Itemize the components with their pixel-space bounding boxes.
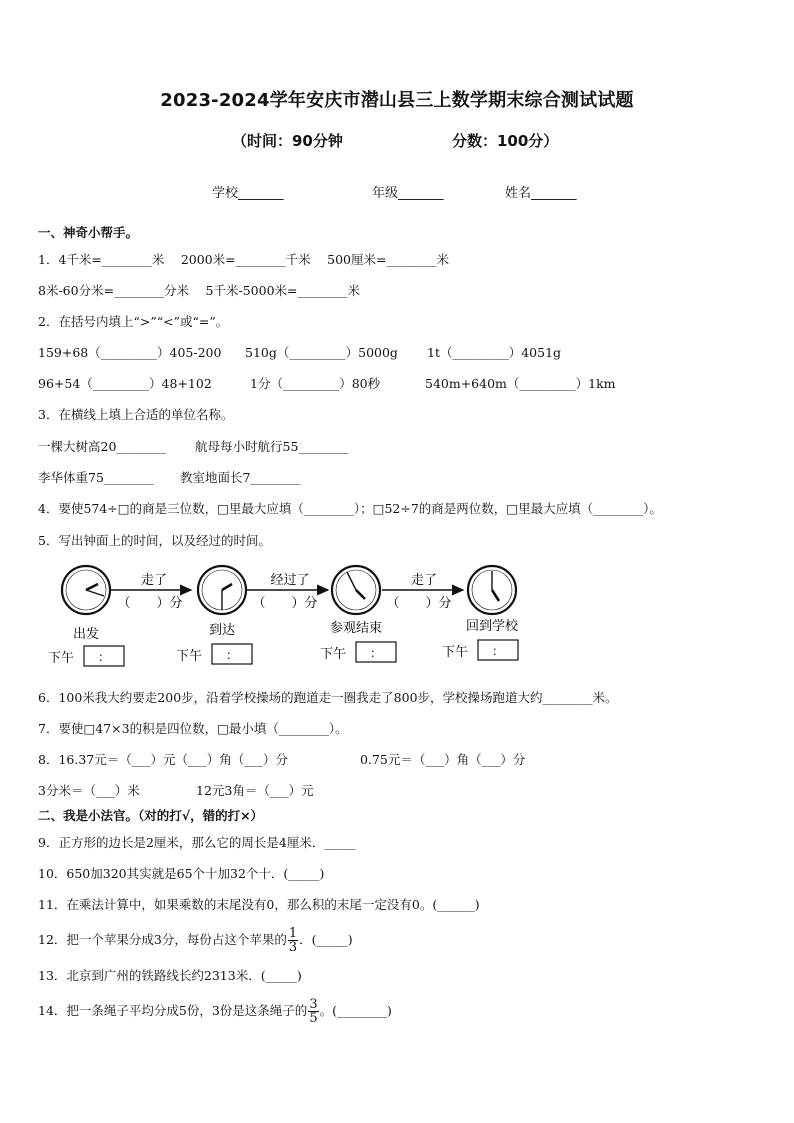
question-10: 10．650加320其实就是65个十加32个十．(_____) xyxy=(38,866,325,881)
question-14 xyxy=(38,997,392,1025)
school-field[interactable]: 学校_______ xyxy=(212,186,284,201)
clock-label: 参观结束 xyxy=(329,621,383,636)
question-12-text: 12．把一个苹果分成3分，每份占这个苹果的 xyxy=(38,932,287,947)
section-2-heading: 二、我是小法官。（对的打√，错的打×） xyxy=(38,808,264,823)
question-2-item: 540m+640m（_________）1km xyxy=(425,376,616,391)
clock-face-1 xyxy=(62,566,110,614)
question-2-item: 159+68（_________）405-200 xyxy=(38,345,222,360)
question-3-item: 一棵大树高20________ xyxy=(38,439,167,454)
clock-face-3 xyxy=(332,566,380,614)
page-title: 2023-2024学年安庆市潜山县三上数学期末综合测试试题 xyxy=(160,90,634,111)
clock-label: 到达 xyxy=(208,623,236,638)
arrow-label: 经过了 xyxy=(270,573,310,588)
fraction-one-third: $\frac{1}{3}$ xyxy=(288,926,298,955)
question-1-line-1: 1．4千米=________米 2000米=________千米 500厘米=________米 xyxy=(38,252,449,267)
time-prefix: 下午 xyxy=(48,651,75,666)
question-2-item: 1分（_________）80秒 xyxy=(250,376,381,391)
question-12 xyxy=(38,926,353,954)
elapsed-blank[interactable]: （ ）分 xyxy=(252,596,318,611)
clock-diagram xyxy=(36,558,576,670)
question-8-item: 0.75元＝（___）角（___）分 xyxy=(360,752,526,767)
grade-field[interactable]: 年级_______ xyxy=(372,186,444,201)
time-colon: ： xyxy=(97,650,111,664)
name-field[interactable]: 姓名_______ xyxy=(505,186,577,201)
time-prefix: 下午 xyxy=(320,647,347,662)
clock-label: 回到学校 xyxy=(465,619,519,634)
question-3-stem: 3．在横线上填上合适的单位名称。 xyxy=(38,407,234,422)
question-8-item: 8．16.37元＝（___）元（___）角（___）分 xyxy=(38,752,288,767)
fraction-three-fifths: $\frac{3}{5}$ xyxy=(309,997,318,1026)
arrow-label: 走了 xyxy=(410,573,438,588)
question-8-item: 3分米＝（___）米 xyxy=(38,783,140,798)
time-prefix: 下午 xyxy=(442,645,469,660)
question-8-item: 12元3角＝（___）元 xyxy=(196,783,314,798)
question-13: 13．北京到广州的铁路线长约2313米．(_____) xyxy=(38,968,302,983)
question-3-item: 教室地面长7________ xyxy=(180,470,301,485)
arrow-label: 走了 xyxy=(140,573,168,588)
question-12-blank: ．(_____) xyxy=(299,932,353,947)
question-2-item: 96+54（_________）48+102 xyxy=(38,376,212,391)
question-11: 11．在乘法计算中，如果乘数的末尾没有0，那么积的末尾一定没有0。(______) xyxy=(38,897,480,912)
elapsed-blank[interactable]: （ ）分 xyxy=(117,596,183,611)
question-2-item: 1t（_________）4051g xyxy=(427,345,562,360)
question-3-item: 航母每小时航行55________ xyxy=(195,439,349,454)
time-prefix: 下午 xyxy=(176,649,203,664)
question-5-stem: 5．写出钟面上的时间，以及经过的时间。 xyxy=(38,533,271,548)
question-6: 6．100米我大约要走200步，沿着学校操场的跑道走一圈我走了800步，学校操场跑道大约________米。 xyxy=(38,690,618,705)
question-2-item: 510g（_________）5000g xyxy=(245,345,398,360)
exam-score: 分数：100分） xyxy=(452,132,559,150)
section-1-heading: 一、神奇小帮手。 xyxy=(38,225,139,240)
exam-time: （时间：90分钟 xyxy=(232,132,343,150)
clock-label: 出发 xyxy=(72,627,100,642)
question-4: 4．要使574÷□的商是三位数，□里最大应填（________）；□52÷7的商是两位数，□里最大应填（________）。 xyxy=(38,501,662,516)
question-9: 9．正方形的边长是2厘米，那么它的周长是4厘米．_____ xyxy=(38,835,356,850)
time-colon: ： xyxy=(369,646,383,660)
question-2-stem: 2．在括号内填上“>”“<”或“=”。 xyxy=(38,314,229,329)
elapsed-blank[interactable]: （ ）分 xyxy=(386,596,452,611)
time-colon: ： xyxy=(225,648,239,662)
time-colon: ： xyxy=(491,644,505,658)
question-14-text: 14．把一条绳子平均分成5份，3份是这条绳子的 xyxy=(38,1003,308,1018)
question-3-item: 李华体重75________ xyxy=(38,470,154,485)
question-14-blank: 。(________) xyxy=(319,1003,392,1018)
clock-face-2 xyxy=(198,566,246,614)
question-7: 7．要使□47×3的积是四位数，□最小填（________）。 xyxy=(38,721,348,736)
question-1-line-2: 8米-60分米=________分米 5千米-5000米=________米 xyxy=(38,283,360,298)
clock-face-4 xyxy=(468,566,516,614)
